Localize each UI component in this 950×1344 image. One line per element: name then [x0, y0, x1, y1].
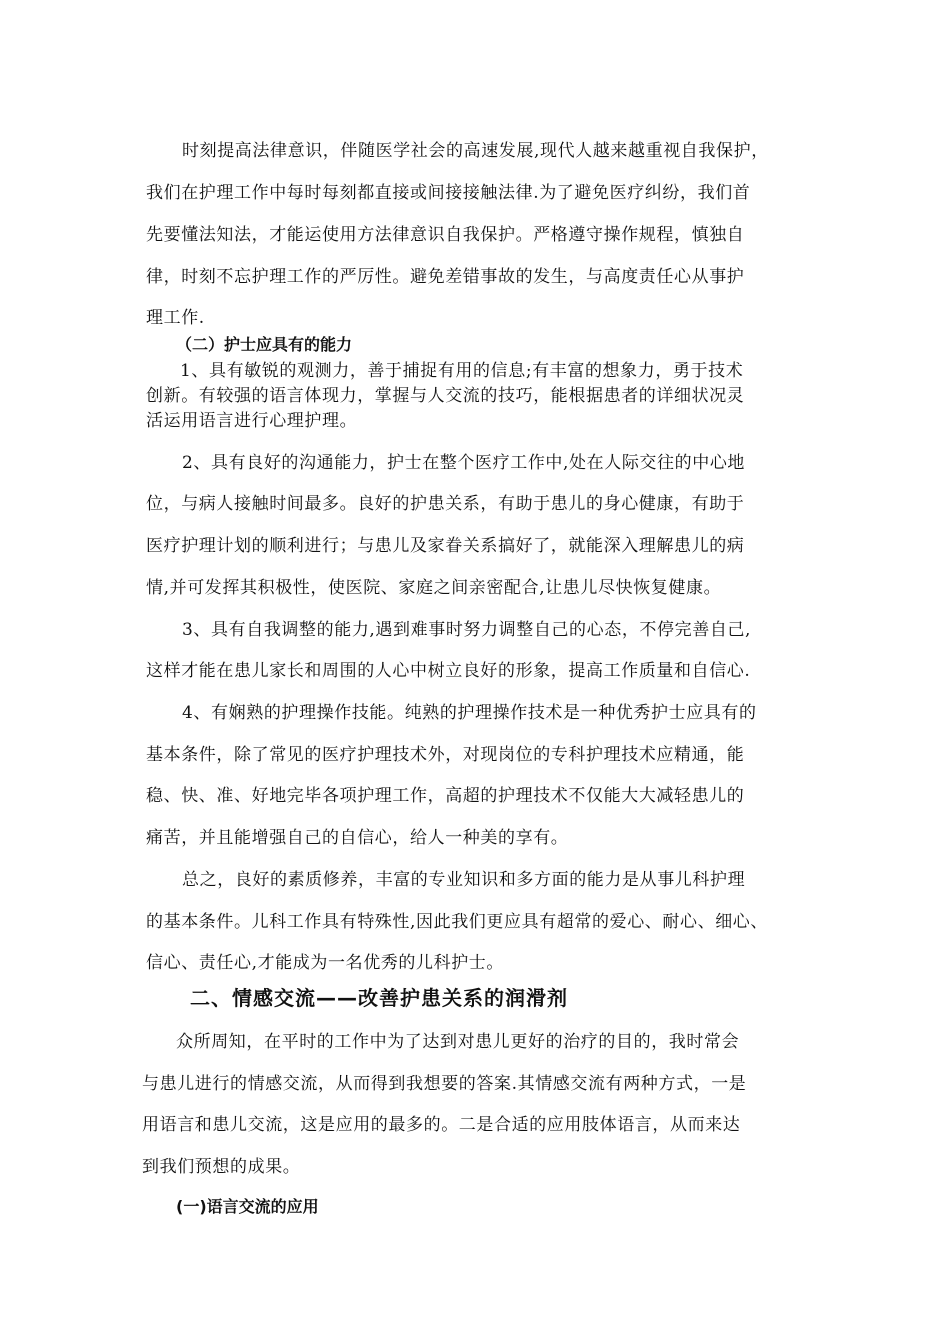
paragraph-line: 1、具有敏锐的观测力，善于捕捉有用的信息;有丰富的想象力，勇于技术	[180, 361, 744, 381]
paragraph-line: 律，时刻不忘护理工作的严厉性。避免差错事故的发生，与高度责任心从事护	[146, 267, 745, 287]
paragraph-line: 时刻提高法律意识，伴随医学社会的高速发展,现代人越来越重视自我保护，	[182, 141, 769, 161]
section-heading: （二）护士应具有的能力	[176, 335, 353, 354]
paragraph-line: 与患儿进行的情感交流，从而得到我想要的答案.其情感交流有两种方式，一是	[142, 1074, 747, 1094]
paragraph-line: 用语言和患儿交流，这是应用的最多的。二是合适的应用肢体语言，从而来达	[142, 1115, 741, 1135]
paragraph-line: 活运用语言进行心理护理。	[146, 411, 358, 431]
paragraph-line: 位，与病人接触时间最多。良好的护患关系，有助于患儿的身心健康，有助于	[146, 494, 745, 514]
paragraph-line: 3、具有自我调整的能力,遇到难事时努力调整自己的心态，不停完善自己,	[182, 620, 752, 640]
paragraph-line: 先要懂法知法，才能运使用方法律意识自我保护。严格遵守操作规程，慎独自	[146, 225, 745, 245]
subsection-heading: (一)语言交流的应用	[176, 1197, 319, 1216]
paragraph-line: 总之，良好的素质修养，丰富的专业知识和多方面的能力是从事儿科护理	[182, 870, 746, 890]
paragraph-line: 医疗护理计划的顺利进行；与患儿及家眷关系搞好了，就能深入理解患儿的病	[146, 536, 745, 556]
paragraph-line: 情,并可发挥其积极性，使医院、家庭之间亲密配合,让患儿尽快恢复健康。	[146, 578, 722, 598]
paragraph-line: 基本条件，除了常见的医疗护理技术外，对现岗位的专科护理技术应精通，能	[146, 745, 745, 765]
paragraph-line: 信心、责任心,才能成为一名优秀的儿科护士。	[146, 953, 505, 973]
paragraph-line: 稳、快、准、好地完毕各项护理工作，高超的护理技术不仅能大大减轻患儿的	[146, 786, 745, 806]
paragraph-line: 4、有娴熟的护理操作技能。纯熟的护理操作技术是一种优秀护士应具有的	[182, 703, 757, 723]
paragraph-line: 我们在护理工作中每时每刻都直接或间接接触法律.为了避免医疗纠纷，我们首	[146, 183, 751, 203]
chapter-heading: 二、情感交流——改善护患关系的润滑剂	[190, 986, 568, 1010]
paragraph-line: 到我们预想的成果。	[142, 1157, 301, 1177]
paragraph-line: 痛苦，并且能增强自己的自信心，给人一种美的享有。	[146, 828, 569, 848]
paragraph-line: 理工作.	[146, 308, 205, 328]
paragraph-line: 创新。有较强的语言体现力，掌握与人交流的技巧，能根据患者的详细状况灵	[146, 386, 745, 406]
paragraph-line: 2、具有良好的沟通能力，护士在整个医疗工作中,处在人际交往的中心地	[182, 453, 746, 473]
paragraph-line: 众所周知，在平时的工作中为了达到对患儿更好的治疗的目的，我时常会	[176, 1032, 740, 1052]
paragraph-line: 这样才能在患儿家长和周围的人心中树立良好的形象，提高工作质量和自信心.	[146, 661, 751, 681]
paragraph-line: 的基本条件。儿科工作具有特殊性,因此我们更应具有超常的爱心、耐心、细心、	[146, 912, 769, 932]
